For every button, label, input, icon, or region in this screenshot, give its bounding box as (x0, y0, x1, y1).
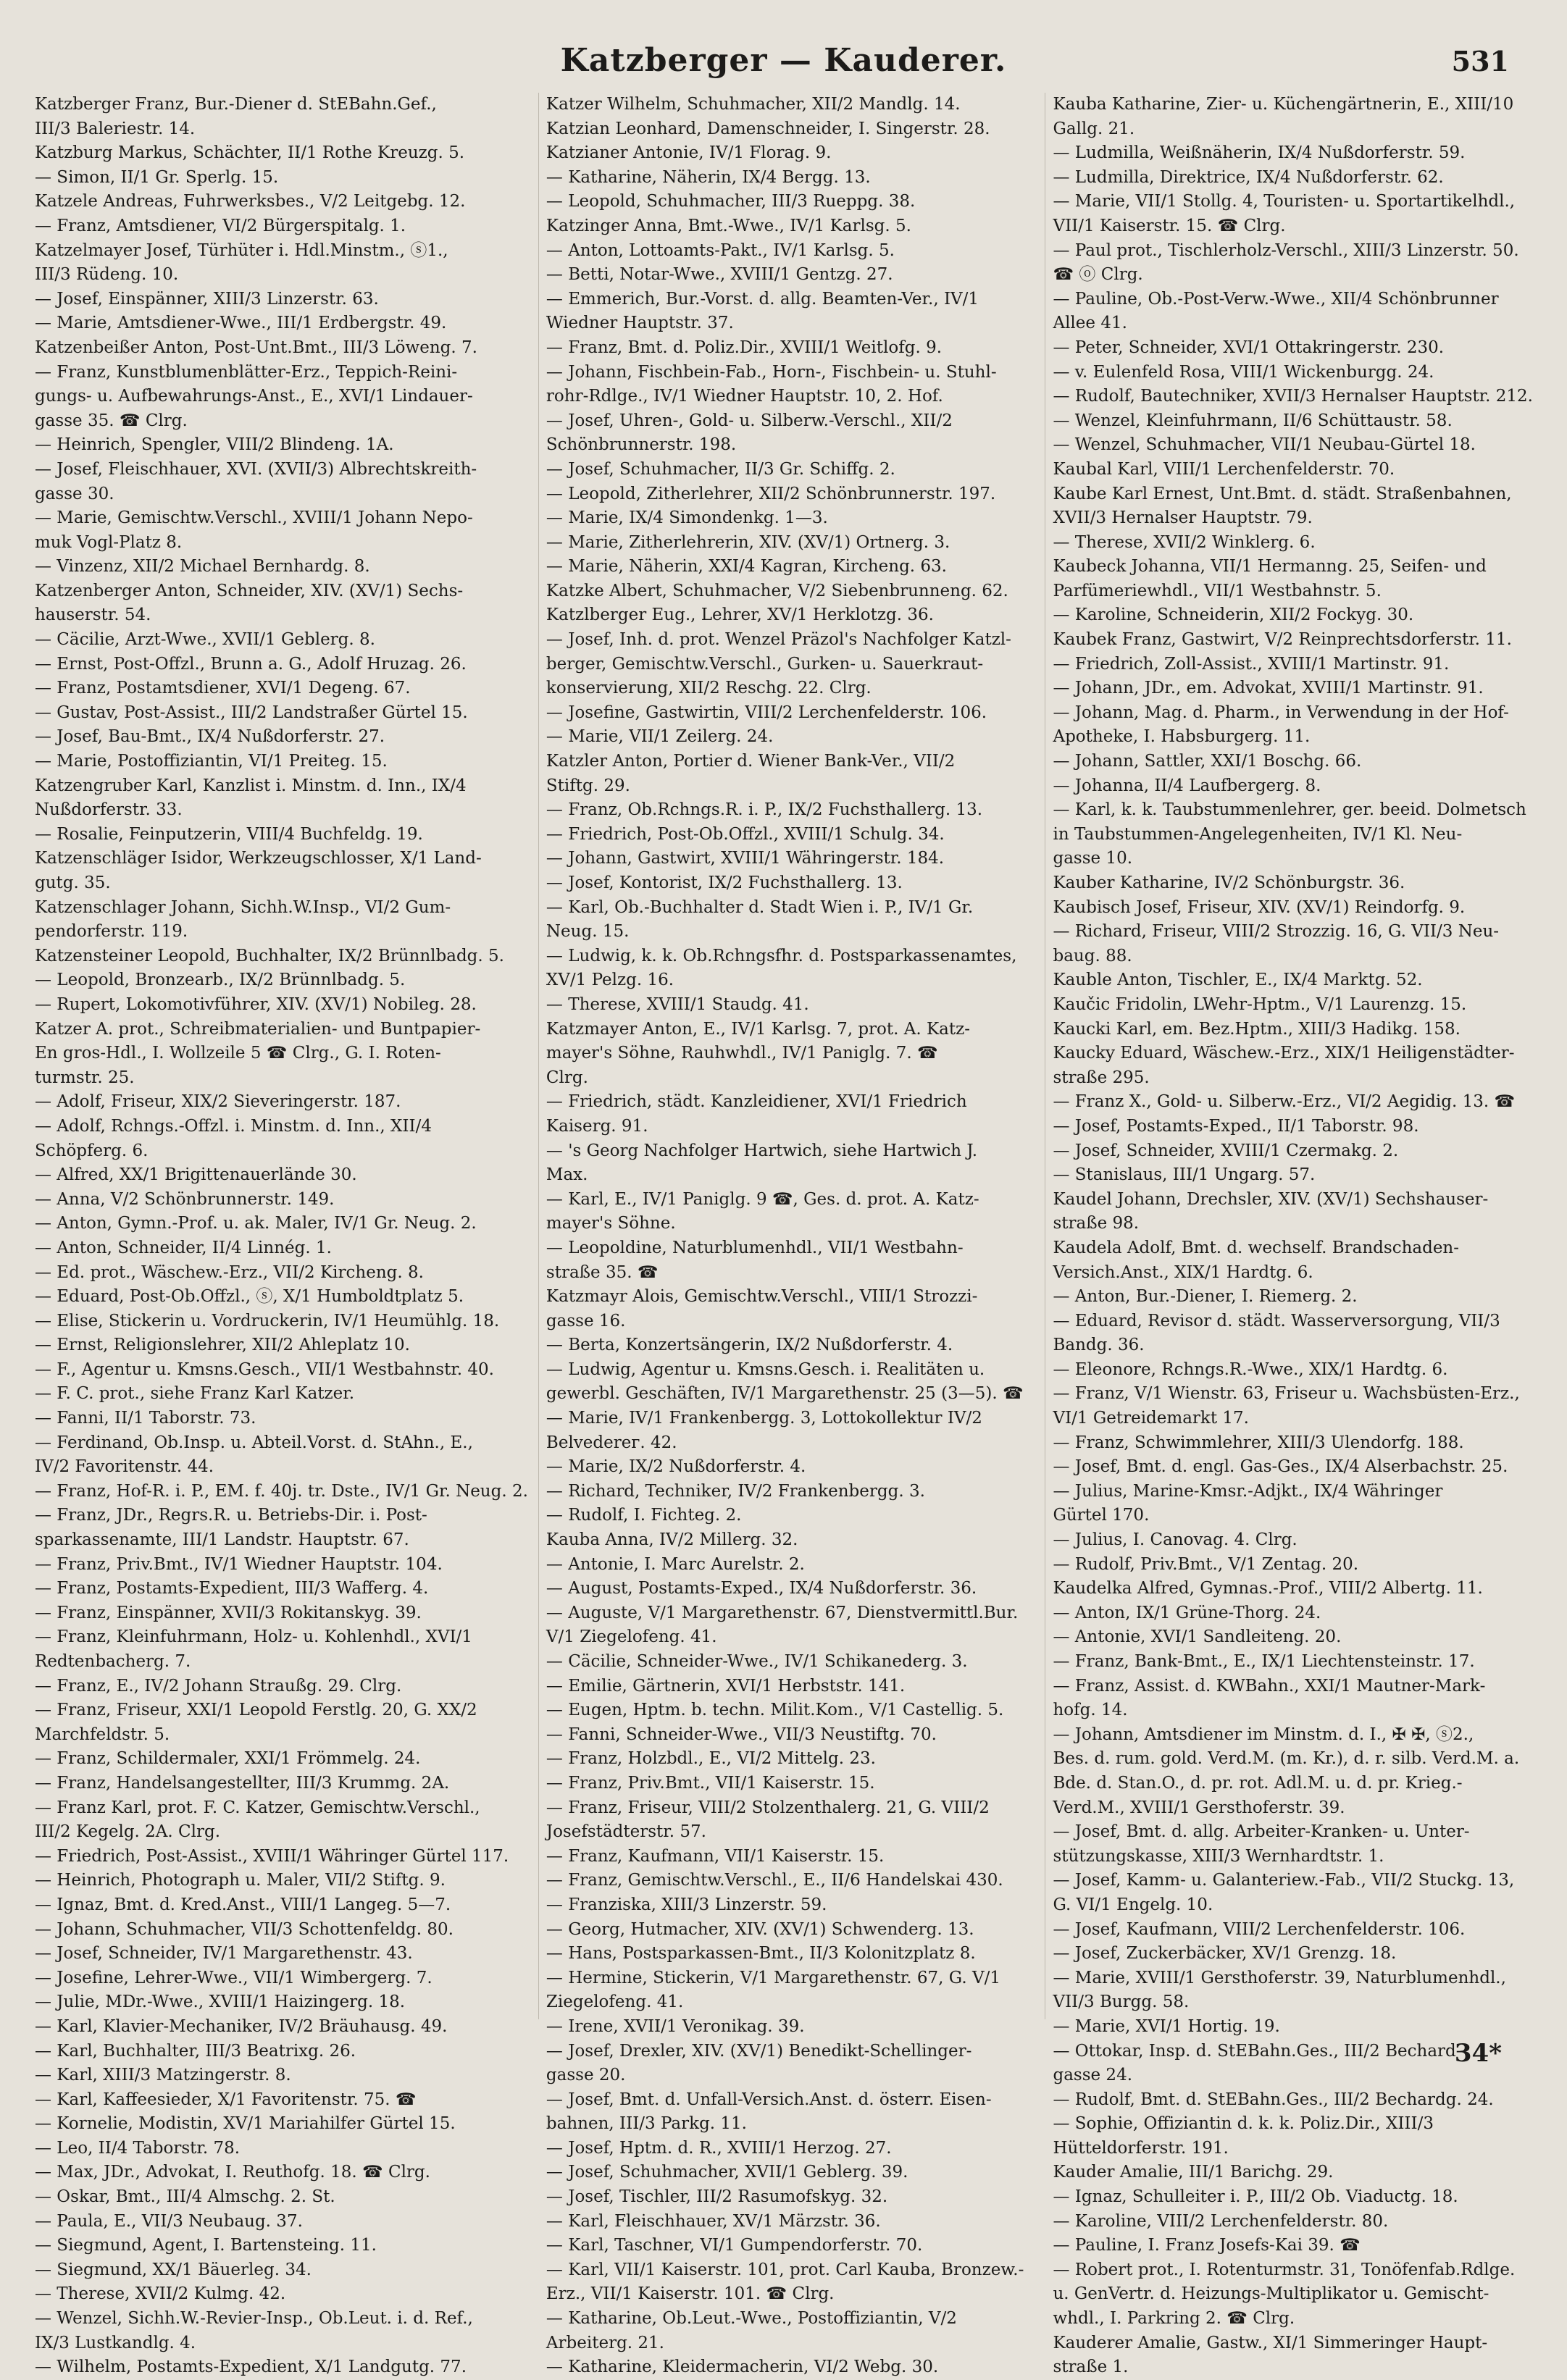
directory-line: — Leo, II/4 Taborstr. 78. (35, 2138, 241, 2158)
directory-line: — Franz, Schwimmlehrer, XIII/3 Ulendorfg. 188. (1053, 1433, 1464, 1452)
directory-line: — Ludmilla, Weißnäherin, IX/4 Nußdorferstr. 59. (1053, 143, 1466, 163)
directory-line: — Leopold, Bronzearb., IX/2 Brünnlbadg. 5. (35, 971, 406, 990)
directory-line: — Katharine, Kleidermacherin, VI/2 Webg. 30. (546, 2358, 939, 2377)
directory-line: — Ludwig, Agentur u. Kmsns.Gesch. i. Realitäten u. (546, 1359, 985, 1379)
directory-line: — Josef, Kamm- u. Galanteriew.-Fab., VII/2 Stuckg. 13, (1053, 1871, 1515, 1890)
directory-line: gewerbl. Geschäften, IV/1 Margarethenstr. 25 (3—5). ☎ (546, 1384, 1024, 1404)
directory-line: — Betti, Notar-Wwe., XVIII/1 Gentzg. 27. (546, 265, 893, 285)
directory-line: — Josef, Fleischhauer, XVI. (XVII/3) Albrechtskreith- (35, 459, 477, 479)
directory-line: Katzianer Antonie, IV/1 Florag. 9. (546, 143, 832, 163)
directory-line: — Josef, Hptm. d. R., XVIII/1 Herzog. 27. (546, 2138, 892, 2158)
directory-line: Kaubeck Johanna, VII/1 Hermanng. 25, Seifen- und (1053, 557, 1487, 577)
directory-line: — Friedrich, Post-Assist., XVIII/1 Währinger Gürtel 117. (35, 1846, 509, 1866)
directory-line: — 's Georg Nachfolger Hartwich, siehe Hartwich J. (546, 1141, 978, 1160)
directory-line: — Julie, MDr.-Wwe., XVIII/1 Haizingerg. 18. (35, 1993, 406, 2012)
column-left (35, 93, 528, 2377)
directory-line: — Johann, Schuhmacher, VII/3 Schottenfeldg. 80. (35, 1919, 454, 1939)
directory-line: — Ernst, Religionslehrer, XII/2 Ahleplatz 10. (35, 1336, 410, 1355)
directory-line: IV/2 Favoritenstr. 44. (35, 1457, 214, 1477)
directory-line: VII/1 Kaiserstr. 15. ☎ Clrg. (1053, 216, 1286, 235)
directory-line: gasse 16. (546, 1311, 626, 1331)
directory-line: — Stanislaus, III/1 Ungarg. 57. (1053, 1165, 1316, 1185)
directory-line: — Friedrich, städt. Kanzleidiener, XVI/1 Friedrich (546, 1092, 967, 1112)
directory-line: Versich.Anst., XIX/1 Hardtg. 6. (1053, 1262, 1313, 1282)
directory-line: Kauderer Amalie, Gastw., XI/1 Simmeringer Haupt- (1053, 2333, 1488, 2352)
directory-line: — Eduard, Revisor d. städt. Wasserversorgung, VII/3 (1053, 1311, 1500, 1331)
directory-line: — Franz, Priv.Bmt., VII/1 Kaiserstr. 15. (546, 1773, 875, 1793)
directory-line: — Franz, Hof-R. i. P., EM. f. 40j. tr. Dste., IV/1 Gr. Neug. 2. (35, 1481, 528, 1501)
directory-line: — Wenzel, Schuhmacher, VII/1 Neubau-Gürtel 18. (1053, 435, 1476, 455)
directory-line: Kaudela Adolf, Bmt. d. wechself. Brandschaden- (1053, 1238, 1460, 1257)
directory-line: — Ludmilla, Direktrice, IX/4 Nußdorferstr. 62. (1053, 167, 1444, 187)
directory-line: — Wenzel, Sichh.W.-Revier-Insp., Ob.Leut. i. d. Ref., (35, 2309, 473, 2329)
directory-line: — Karl, E., IV/1 Paniglg. 9 ☎, Ges. d. prot. A. Katz- (546, 1189, 979, 1209)
directory-line: — Josef, Uhren-, Gold- u. Silberw.-Verschl., XII/2 (546, 411, 953, 430)
directory-line: Kauba Katharine, Zier- u. Küchengärtnerin, E., XIII/10 (1053, 95, 1514, 114)
directory-line: — Marie, IX/4 Simondenkg. 1—3. (546, 508, 828, 528)
directory-line: — August, Postamts-Exped., IX/4 Nußdorferstr. 36. (546, 1579, 977, 1598)
directory-line: — Josef, Postamts-Exped., II/1 Taborstr. 98. (1053, 1116, 1419, 1136)
directory-line: — Rupert, Lokomotivführer, XIV. (XV/1) Nobileg. 28. (35, 994, 477, 1014)
directory-line: Katzelmayer Josef, Türhüter i. Hdl.Minstm., ⓢ1., (35, 240, 448, 260)
directory-line: straße 35. ☎ (546, 1262, 659, 1282)
directory-line: gasse 30. (35, 484, 114, 503)
directory-line: rohr-Rdlge., IV/1 Wiedner Hauptstr. 10, 2. Hof. (546, 387, 943, 406)
directory-line: XV/1 Pelzg. 16. (546, 971, 674, 990)
directory-line: — Josefine, Gastwirtin, VIII/2 Lerchenfelderstr. 106. (546, 703, 987, 722)
directory-line: — Antonie, XVI/1 Sandleiteng. 20. (1053, 1627, 1342, 1647)
directory-line: Kaucki Karl, em. Bez.Hptm., XIII/3 Hadikg. 158. (1053, 1019, 1461, 1039)
column-middle (538, 93, 1035, 2377)
directory-line: gasse 35. ☎ Clrg. (35, 411, 188, 430)
directory-line: — Max, JDr., Advokat, I. Reuthofg. 18. ☎ Clrg. (35, 2163, 430, 2182)
directory-line: — Marie, XVIII/1 Gersthoferstr. 39, Naturblumenhdl., (1053, 1968, 1506, 1987)
directory-line: — Franz, Postamts-Expedient, III/3 Wafferg. 4. (35, 1579, 429, 1598)
directory-line: — Johann, Mag. d. Pharm., in Verwendung in der Hof- (1053, 703, 1509, 722)
directory-line: Katzburg Markus, Schächter, II/1 Rothe Kreuzg. 5. (35, 143, 465, 163)
directory-line: — Johann, Sattler, XXI/1 Boschg. 66. (1053, 752, 1362, 771)
directory-line: hofg. 14. (1053, 1701, 1128, 1720)
directory-line: Katzenberger Anton, Schneider, XIV. (XV/1) Sechs- (35, 581, 464, 600)
directory-line: Josefstädterstr. 57. (546, 1822, 706, 1842)
directory-line: Kaube Karl Ernest, Unt.Bmt. d. städt. Straßenbahnen, (1053, 484, 1512, 503)
directory-line: — Josef, Schuhmacher, XVII/1 Geblerg. 39. (546, 2163, 908, 2182)
directory-line: — Anna, V/2 Schönbrunnerstr. 149. (35, 1189, 335, 1209)
running-head: Katzberger — Kauderer. (560, 42, 1007, 79)
directory-line: — Rudolf, Priv.Bmt., V/1 Zentag. 20. (1053, 1554, 1359, 1574)
directory-line: Katzian Leonhard, Damenschneider, I. Singerstr. 28. (546, 119, 990, 138)
directory-line: Gallg. 21. (1053, 119, 1135, 138)
directory-line: — Ernst, Post-Offzl., Brunn a. G., Adolf Hruzag. 26. (35, 654, 467, 674)
directory-line: — Franz, Kleinfuhrmann, Holz- u. Kohlenhdl., XVI/1 (35, 1627, 472, 1647)
directory-line: V/1 Ziegelofeng. 41. (546, 1627, 717, 1647)
directory-line: Wiedner Hauptstr. 37. (546, 314, 734, 333)
directory-line: Clrg. (546, 1068, 588, 1087)
directory-line: sparkassenamte, III/1 Landstr. Hauptstr. 67. (35, 1530, 409, 1550)
directory-line: — Friedrich, Zoll-Assist., XVIII/1 Martinstr. 91. (1053, 654, 1450, 674)
directory-line: Max. (546, 1165, 588, 1185)
directory-line: IX/3 Lustkandlg. 4. (35, 2333, 196, 2352)
page-number: 531 (1451, 45, 1509, 77)
directory-line: — Karl, Klavier-Mechaniker, IV/2 Bräuhausg. 49. (35, 2016, 448, 2036)
directory-line: — Karl, Fleischhauer, XV/1 Märzstr. 36. (546, 2211, 881, 2231)
directory-line: — Marie, Postoffiziantin, VI/1 Preiteg. 15. (35, 752, 388, 771)
directory-line: — Franz X., Gold- u. Silberw.-Erz., VI/2 Aegidig. 13. ☎ (1053, 1092, 1516, 1112)
directory-line: Kaucky Eduard, Wäschew.-Erz., XIX/1 Heiligenstädter- (1053, 1044, 1515, 1063)
directory-line: — Franz, Handelsangestellter, III/3 Krummg. 2A. (35, 1773, 450, 1793)
directory-line: — Georg, Hutmacher, XIV. (XV/1) Schwenderg. 13. (546, 1919, 974, 1939)
directory-line: — Katharine, Näherin, IX/4 Bergg. 13. (546, 167, 871, 187)
directory-line: — Franz, Assist. d. KWBahn., XXI/1 Mautner-Mark- (1053, 1676, 1486, 1696)
directory-line: Verd.M., XVIII/1 Gersthoferstr. 39. (1053, 1798, 1345, 1817)
directory-line: — Josef, Bau-Bmt., IX/4 Nußdorferstr. 27. (35, 727, 385, 747)
directory-line: in Taubstummen-Angelegenheiten, IV/1 Kl. Neu- (1053, 824, 1463, 844)
directory-line: — Rosalie, Feinputzerin, VIII/4 Buchfeldg. 19. (35, 824, 423, 844)
directory-line: — Franz, Kunstblumenblätter-Erz., Teppich-Reini- (35, 362, 458, 382)
directory-line: Gürtel 170. (1053, 1506, 1150, 1525)
directory-line: — Fanni, II/1 Taborstr. 73. (35, 1409, 256, 1428)
directory-line: — Peter, Schneider, XVI/1 Ottakringerstr. 230. (1053, 338, 1445, 357)
directory-line: — Josef, Schuhmacher, II/3 Gr. Schiffg. 2. (546, 459, 895, 479)
directory-line: — Siegmund, XX/1 Bäuerleg. 34. (35, 2260, 312, 2279)
directory-line: Kauble Anton, Tischler, E., IX/4 Marktg. 52. (1053, 971, 1423, 990)
directory-line: — Karl, VII/1 Kaiserstr. 101, prot. Carl Kauba, Bronzew.- (546, 2260, 1024, 2279)
directory-line: stützungskasse, XIII/3 Wernhardtstr. 1. (1053, 1846, 1384, 1866)
directory-line: — Karoline, Schneiderin, XII/2 Fockyg. 30. (1053, 606, 1414, 625)
directory-line: Katzer A. prot., Schreibmaterialien- und Buntpapier- (35, 1019, 481, 1039)
directory-line: — Josef, Bmt. d. allg. Arbeiter-Kranken- u. Unter- (1053, 1822, 1470, 1842)
directory-line: — F. C. prot., siehe Franz Karl Katzer. (35, 1384, 355, 1404)
directory-line: VI/1 Getreidemarkt 17. (1053, 1409, 1249, 1428)
directory-line: Hütteldorferstr. 191. (1053, 2138, 1229, 2158)
directory-line: — Cäcilie, Arzt-Wwe., XVII/1 Geblerg. 8. (35, 630, 375, 650)
directory-line: III/3 Rüdeng. 10. (35, 265, 179, 285)
directory-line: — Rudolf, I. Fichteg. 2. (546, 1506, 742, 1525)
directory-line: berger, Gemischtw.Verschl., Gurken- u. Sauerkraut- (546, 654, 984, 674)
directory-line: u. GenVertr. d. Heizungs-Multiplikator u. Gemischt- (1053, 2284, 1489, 2304)
directory-line: — Vinzenz, XII/2 Michael Bernhardg. 8. (35, 557, 370, 577)
directory-line: Katzinger Anna, Bmt.-Wwe., IV/1 Karlsg. 5. (546, 216, 911, 235)
directory-line: — Wilhelm, Postamts-Expedient, X/1 Landgutg. 77. (35, 2358, 467, 2377)
directory-line: — Franz, Kaufmann, VII/1 Kaiserstr. 15. (546, 1846, 885, 1866)
directory-line: — Oskar, Bmt., III/4 Almschg. 2. St. (35, 2187, 335, 2207)
directory-line: — Pauline, Ob.-Post-Verw.-Wwe., XII/4 Schönbrunner (1053, 289, 1499, 309)
directory-line: — Alfred, XX/1 Brigittenauerlände 30. (35, 1165, 357, 1185)
directory-line: straße 295. (1053, 1068, 1150, 1087)
directory-line: — Anton, Bur.-Diener, I. Riemerg. 2. (1053, 1287, 1358, 1307)
directory-line: — Franz, Holzbdl., E., VI/2 Mittelg. 23. (546, 1749, 876, 1769)
directory-line: — Karl, k. k. Taubstummenlehrer, ger. beeid. Dolmetsch (1053, 800, 1526, 820)
directory-line: — Franziska, XIII/3 Linzerstr. 59. (546, 1895, 827, 1914)
directory-line: Parfümeriewhdl., VII/1 Westbahnstr. 5. (1053, 581, 1382, 600)
directory-line: Neug. 15. (546, 922, 630, 942)
directory-line: — Josef, Einspänner, XIII/3 Linzerstr. 63. (35, 289, 379, 309)
directory-line: — Ignaz, Bmt. d. Kred.Anst., VIII/1 Langeg. 5—7. (35, 1895, 451, 1914)
directory-line: — Karl, Ob.-Buchhalter d. Stadt Wien i. P., IV/1 Gr. (546, 897, 974, 917)
directory-line: Bandg. 36. (1053, 1336, 1145, 1355)
directory-line: — Irene, XVII/1 Veronikag. 39. (546, 2016, 805, 2036)
directory-line: straße 98. (1053, 1214, 1140, 1233)
directory-line: Kauba Anna, IV/2 Millerg. 32. (546, 1530, 798, 1550)
directory-line: — Franz, Bank-Bmt., E., IX/1 Liechtensteinstr. 17. (1053, 1652, 1475, 1671)
directory-line: gungs- u. Aufbewahrungs-Anst., E., XVI/1 Lindauer- (35, 387, 473, 406)
directory-line: — Karoline, VIII/2 Lerchenfelderstr. 80. (1053, 2211, 1389, 2231)
directory-line: — Friedrich, Post-Ob.Offzl., XVIII/1 Schulg. 34. (546, 824, 945, 844)
directory-line: — Marie, VII/1 Zeilerg. 24. (546, 727, 774, 747)
directory-line: VII/3 Burgg. 58. (1053, 1993, 1190, 2012)
directory-line: — Eugen, Hptm. b. techn. Milit.Kom., V/1 Castellig. 5. (546, 1701, 1004, 1720)
directory-line: Erz., VII/1 Kaiserstr. 101. ☎ Clrg. (546, 2284, 835, 2304)
directory-line: Apotheke, I. Habsburgerg. 11. (1053, 727, 1311, 747)
directory-line: — Heinrich, Spengler, VIII/2 Blindeng. 1A. (35, 435, 394, 455)
directory-line: muk Vogl-Platz 8. (35, 532, 183, 552)
directory-line: — Marie, IV/1 Frankenbergg. 3, Lottokollektur IV/2 (546, 1409, 982, 1428)
directory-line: — Josef, Kontorist, IX/2 Fuchsthallerg. 13. (546, 873, 903, 892)
directory-line: ☎ ⓞ Clrg. (1053, 265, 1143, 285)
directory-line: — Leopoldine, Naturblumenhdl., VII/1 Westbahn- (546, 1238, 964, 1257)
directory-line: III/3 Baleriestr. 14. (35, 119, 196, 138)
directory-line: — Robert prot., I. Rotenturmstr. 31, Tonöfenfab.Rdlge. (1053, 2260, 1516, 2279)
directory-line: Nußdorferstr. 33. (35, 800, 183, 820)
directory-line: mayer's Söhne. (546, 1214, 676, 1233)
directory-line: — Marie, IX/2 Nußdorferstr. 4. (546, 1457, 806, 1477)
directory-line: — Paula, E., VII/3 Neubaug. 37. (35, 2211, 303, 2231)
directory-line: — Franz, JDr., Regrs.R. u. Betriebs-Dir. i. Post- (35, 1506, 427, 1525)
directory-line: Katzenschläger Isidor, Werkzeugschlosser, X/1 Land- (35, 849, 482, 868)
directory-line: — Josef, Kaufmann, VIII/2 Lerchenfelderstr. 106. (1053, 1919, 1466, 1939)
directory-line: — Pauline, I. Franz Josefs-Kai 39. ☎ (1053, 2236, 1361, 2255)
directory-line: Kauber Katharine, IV/2 Schönburgstr. 36. (1053, 873, 1405, 892)
directory-line: — Anton, Schneider, II/4 Linnég. 1. (35, 1238, 332, 1257)
directory-line: — Franz, Postamtsdiener, XVI/1 Degeng. 67. (35, 679, 411, 698)
directory-line: — Therese, XVII/2 Kulmg. 42. (35, 2284, 286, 2304)
directory-line: — Elise, Stickerin u. Vordruckerin, IV/1 Heumühlg. 18. (35, 1311, 500, 1331)
directory-line: — Karl, XIII/3 Matzingerstr. 8. (35, 2066, 291, 2085)
directory-line: — Anton, Lottoamts-Pakt., IV/1 Karlsg. 5. (546, 240, 895, 260)
directory-line: straße 1. (1053, 2358, 1129, 2377)
directory-line: — Marie, VII/1 Stollg. 4, Touristen- u. Sportartikelhdl., (1053, 192, 1516, 211)
directory-line: gasse 10. (1053, 849, 1133, 868)
directory-line: — Johann, Gastwirt, XVIII/1 Währingerstr. 184. (546, 849, 945, 868)
directory-line: Katzmayr Alois, Gemischtw.Verschl., VIII/1 Strozzi- (546, 1287, 978, 1307)
directory-line: — Franz, Friseur, VIII/2 Stolzenthalerg. 21, G. VIII/2 (546, 1798, 990, 1817)
directory-line: gasse 24. (1053, 2066, 1133, 2085)
directory-line: — Karl, Buchhalter, III/3 Beatrixg. 26. (35, 2041, 356, 2061)
directory-line: — Josef, Zuckerbäcker, XV/1 Grenzg. 18. (1053, 1944, 1397, 1964)
directory-line: Kauder Amalie, III/1 Barichg. 29. (1053, 2163, 1334, 2182)
directory-line: — Josef, Bmt. d. engl. Gas-Ges., IX/4 Alserbachstr. 25. (1053, 1457, 1508, 1477)
directory-line: — Marie, XVI/1 Hortig. 19. (1053, 2016, 1280, 2036)
directory-line: — Franz, Priv.Bmt., IV/1 Wiedner Hauptstr. 104. (35, 1554, 443, 1574)
directory-line: Katzberger Franz, Bur.-Diener d. StEBahn.Gef., (35, 95, 437, 114)
directory-line: — Heinrich, Photograph u. Maler, VII/2 Stiftg. 9. (35, 1871, 446, 1890)
directory-line: — Johann, Amtsdiener im Minstm. d. I., ✠ ✠, ⓢ2., (1053, 1725, 1474, 1744)
directory-line: Katzele Andreas, Fuhrwerksbes., V/2 Leitgebg. 12. (35, 192, 466, 211)
directory-line: Kaubal Karl, VIII/1 Lerchenfelderstr. 70. (1053, 459, 1395, 479)
directory-line: Schönbrunnerstr. 198. (546, 435, 737, 455)
directory-line: Redtenbacherg. 7. (35, 1652, 191, 1671)
directory-line: — Marie, Amtsdiener-Wwe., III/1 Erdbergstr. 49. (35, 314, 447, 333)
directory-line: Stiftg. 29. (546, 776, 630, 795)
directory-line: — Katharine, Ob.Leut.-Wwe., Postoffiziantin, V/2 (546, 2309, 957, 2329)
directory-line: Kaubisch Josef, Friseur, XIV. (XV/1) Reindorfg. 9. (1053, 897, 1466, 917)
directory-line: — Emilie, Gärtnerin, XVI/1 Herbststr. 141. (546, 1676, 906, 1696)
directory-line: — Paul prot., Tischlerholz-Verschl., XIII/3 Linzerstr. 50. (1053, 240, 1519, 260)
directory-line: En gros-Hdl., I. Wollzeile 5 ☎ Clrg., G. I. Roten- (35, 1044, 441, 1063)
directory-line: — Gustav, Post-Assist., III/2 Landstraßer Gürtel 15. (35, 703, 468, 722)
directory-line: — Franz, Amtsdiener, VI/2 Bürgerspitalg. 1. (35, 216, 406, 235)
directory-line: — Franz, Friseur, XXI/1 Leopold Ferstlg. 20, G. XX/2 (35, 1701, 477, 1720)
directory-line: — Karl, Kaffeesieder, X/1 Favoritenstr. 75. ☎ (35, 2090, 417, 2109)
directory-line: Katzlberger Eug., Lehrer, XV/1 Herklotzg. 36. (546, 606, 934, 625)
directory-line: — Anton, Gymn.-Prof. u. ak. Maler, IV/1 Gr. Neug. 2. (35, 1214, 477, 1233)
directory-line: — Simon, II/1 Gr. Sperlg. 15. (35, 167, 279, 187)
directory-line: bahnen, III/3 Parkg. 11. (546, 2114, 747, 2134)
directory-line: Bde. d. Stan.O., d. pr. rot. Adl.M. u. d. pr. Krieg.- (1053, 1773, 1463, 1793)
page-header (43, 29, 1524, 94)
directory-line: — Ferdinand, Ob.Insp. u. Abteil.Vorst. d. StAhn., E., (35, 1433, 473, 1452)
directory-line: — Therese, XVII/2 Winklerg. 6. (1053, 532, 1316, 552)
directory-line: hauserstr. 54. (35, 606, 151, 625)
directory-line: whdl., I. Parkring 2. ☎ Clrg. (1053, 2309, 1295, 2329)
directory-line: — Hans, Postsparkassen-Bmt., II/3 Kolonitzplatz 8. (546, 1944, 976, 1964)
directory-line: Kaudelka Alfred, Gymnas.-Prof., VIII/2 Albertg. 11. (1053, 1579, 1483, 1598)
directory-line: Katzmayer Anton, E., IV/1 Karlsg. 7, prot. A. Katz- (546, 1019, 971, 1039)
directory-line: — Franz, Ob.Rchngs.R. i. P., IX/2 Fuchsthallerg. 13. (546, 800, 983, 820)
directory-line: Katzensteiner Leopold, Buchhalter, IX/2 Brünnlbadg. 5. (35, 946, 504, 965)
directory-line: — Josef, Bmt. d. Unfall-Versich.Anst. d. österr. Eisen- (546, 2090, 992, 2109)
directory-line: Marchfeldstr. 5. (35, 1725, 170, 1744)
directory-line: Kaiserg. 91. (546, 1116, 648, 1136)
directory-line: — Ludwig, k. k. Ob.Rchngsfhr. d. Postsparkassenamtes, (546, 946, 1017, 965)
directory-line: — Marie, Gemischtw.Verschl., XVIII/1 Johann Nepo- (35, 508, 473, 528)
directory-line: — Franz, Einspänner, XVII/3 Rokitanskyg. 39. (35, 1603, 422, 1622)
directory-line: — Josefine, Lehrer-Wwe., VII/1 Wimbergerg. 7. (35, 1968, 433, 1987)
directory-line: — Rudolf, Bautechniker, XVII/3 Hernalser Hauptstr. 212. (1053, 387, 1533, 406)
directory-line: Katzer Wilhelm, Schuhmacher, XII/2 Mandlg. 14. (546, 95, 961, 114)
directory-line: — Josef, Schneider, IV/1 Margarethenstr. 43. (35, 1944, 413, 1964)
directory-line: — Julius, Marine-Kmsr.-Adjkt., IX/4 Währinger (1053, 1481, 1443, 1501)
directory-line: — Franz Karl, prot. F. C. Katzer, Gemischtw.Verschl., (35, 1798, 480, 1817)
directory-line: — Sophie, Offiziantin d. k. k. Poliz.Dir., XIII/3 (1053, 2114, 1434, 2134)
directory-line: Bes. d. rum. gold. Verd.M. (m. Kr.), d. r. silb. Verd.M. a. (1053, 1749, 1520, 1769)
directory-line: gasse 20. (546, 2066, 626, 2085)
directory-line: Katzenschlager Johann, Sichh.W.Insp., VI/2 Gum- (35, 897, 451, 917)
directory-line: — Wenzel, Kleinfuhrmann, II/6 Schüttaustr. 58. (1053, 411, 1453, 430)
directory-line: Allee 41. (1053, 314, 1127, 333)
directory-line: — Kornelie, Modistin, XV/1 Mariahilfer Gürtel 15. (35, 2114, 456, 2134)
directory-line: — Adolf, Friseur, XIX/2 Sieveringerstr. 187. (35, 1092, 401, 1112)
directory-line: — Ed. prot., Wäschew.-Erz., VII/2 Kircheng. 8. (35, 1262, 424, 1282)
directory-line: — Eduard, Post-Ob.Offzl., ⓢ, X/1 Humboldtplatz 5. (35, 1287, 464, 1307)
directory-line: — Marie, Zitherlehrerin, XIV. (XV/1) Ortnerg. 3. (546, 532, 950, 552)
directory-line: — v. Eulenfeld Rosa, VIII/1 Wickenburgg. 24. (1053, 362, 1434, 382)
directory-line: — Josef, Tischler, III/2 Rasumofskyg. 32. (546, 2187, 888, 2207)
directory-line: — Richard, Techniker, IV/2 Frankenbergg. 3. (546, 1481, 925, 1501)
directory-columns (35, 93, 1542, 2377)
directory-line: Kaudel Johann, Drechsler, XIV. (XV/1) Sechshauser- (1053, 1189, 1489, 1209)
directory-line: — Anton, IX/1 Grüne-Thorg. 24. (1053, 1603, 1321, 1622)
directory-line: — Karl, Taschner, VI/1 Gumpendorferstr. 70. (546, 2236, 923, 2255)
directory-line: Katzke Albert, Schuhmacher, V/2 Siebenbrunneng. 62. (546, 581, 1008, 600)
directory-line: — Adolf, Rchngs.-Offzl. i. Minstm. d. Inn., XII/4 (35, 1116, 432, 1136)
directory-line: pendorferstr. 119. (35, 922, 188, 942)
directory-line: — Eleonore, Rchngs.R.-Wwe., XIX/1 Hardtg. 6. (1053, 1359, 1448, 1379)
directory-line: — Josef, Drexler, XIV. (XV/1) Benedikt-Schellinger- (546, 2041, 972, 2061)
directory-line: — Leopold, Schuhmacher, III/3 Rueppg. 38. (546, 192, 916, 211)
directory-line: XVII/3 Hernalser Hauptstr. 79. (1053, 508, 1313, 528)
directory-line: — Franz, V/1 Wienstr. 63, Friseur u. Wachsbüsten-Erz., (1053, 1384, 1520, 1404)
directory-line: — Leopold, Zitherlehrer, XII/2 Schönbrunnerstr. 197. (546, 484, 996, 503)
directory-line: — Richard, Friseur, VIII/2 Strozzig. 16, G. VII/3 Neu- (1053, 922, 1500, 942)
directory-line: — Cäcilie, Schneider-Wwe., IV/1 Schikanederg. 3. (546, 1652, 968, 1671)
directory-line: — Julius, I. Canovag. 4. Clrg. (1053, 1530, 1298, 1550)
directory-line: baug. 88. (1053, 946, 1132, 965)
directory-line: turmstr. 25. (35, 1068, 135, 1087)
directory-line: Belvederег. 42. (546, 1433, 677, 1452)
directory-line: Katzenbeißer Anton, Post-Unt.Bmt., III/3 Löweng. 7. (35, 338, 477, 357)
directory-line: — Johann, JDr., em. Advokat, XVIII/1 Martinstr. 91. (1053, 679, 1484, 698)
directory-line: G. VI/1 Engelg. 10. (1053, 1895, 1213, 1914)
directory-line: Katzler Anton, Portier d. Wiener Bank-Ver., VII/2 (546, 752, 956, 771)
directory-line: — Rudolf, Bmt. d. StEBahn.Ges., III/2 Bechardg. 24. (1053, 2090, 1494, 2109)
directory-line: — Hermine, Stickerin, V/1 Margarethenstr. 67, G. V/1 (546, 1968, 1000, 1987)
directory-line: — Auguste, V/1 Margarethenstr. 67, Dienstvermittl.Bur. (546, 1603, 1019, 1622)
directory-line: — Franz, Schildermaler, XXI/1 Frömmelg. 24. (35, 1749, 421, 1769)
directory-line: konservierung, XII/2 Reschg. 22. Clrg. (546, 679, 872, 698)
directory-line: — Franz, Bmt. d. Poliz.Dir., XVIII/1 Weitlofg. 9. (546, 338, 943, 357)
directory-line: Kaubek Franz, Gastwirt, V/2 Reinprechtsdorferstr. 11. (1053, 630, 1512, 650)
directory-line: — Ottokar, Insp. d. StEBahn.Ges., III/2 Bechard- (1053, 2041, 1462, 2061)
directory-line: — Therese, XVIII/1 Staudg. 41. (546, 994, 809, 1014)
directory-line: — Johanna, II/4 Laufbergerg. 8. (1053, 776, 1321, 795)
directory-line: — Josef, Inh. d. prot. Wenzel Präzol's Nachfolger Katzl- (546, 630, 1011, 650)
directory-line: — Josef, Schneider, XVIII/1 Czermakg. 2. (1053, 1141, 1399, 1160)
directory-line: gutg. 35. (35, 873, 111, 892)
directory-line: Kaučic Fridolin, LWehr-Hptm., V/1 Laurenzg. 15. (1053, 994, 1467, 1014)
directory-line: — F., Agentur u. Kmsns.Gesch., VII/1 Westbahnstr. 40. (35, 1359, 494, 1379)
directory-line: — Fanni, Schneider-Wwe., VII/3 Neustiftg. 70. (546, 1725, 937, 1744)
directory-line: — Emmerich, Bur.-Vorst. d. allg. Beamten-Ver., IV/1 (546, 289, 979, 309)
directory-line: Schöpferg. 6. (35, 1141, 149, 1160)
directory-line: — Franz, E., IV/2 Johann Straußg. 29. Clrg. (35, 1676, 402, 1696)
directory-line: — Franz, Gemischtw.Verschl., E., II/6 Handelskai 430. (546, 1871, 1003, 1890)
directory-line: III/2 Kegelg. 2A. Clrg. (35, 1822, 221, 1842)
directory-line: — Siegmund, Agent, I. Bartensteing. 11. (35, 2236, 377, 2255)
directory-line: — Ignaz, Schulleiter i. P., III/2 Ob. Viaductg. 18. (1053, 2187, 1458, 2207)
directory-line: — Marie, Näherin, XXI/4 Kagran, Kircheng. 63. (546, 557, 947, 577)
directory-line: — Antonie, I. Marc Aurelstr. 2. (546, 1554, 805, 1574)
directory-line: — Berta, Konzertsängerin, IX/2 Nußdorferstr. 4. (546, 1336, 953, 1355)
directory-line: Katzengruber Karl, Kanzlist i. Minstm. d. Inn., IX/4 (35, 776, 467, 795)
directory-line: Ziegelofeng. 41. (546, 1993, 684, 2012)
directory-line: mayer's Söhne, Rauhwhdl., IV/1 Paniglg. 7. ☎ (546, 1044, 938, 1063)
directory-line: Arbeiterg. 21. (546, 2333, 664, 2352)
signature-mark: 34* (1454, 2039, 1502, 2068)
directory-line: — Johann, Fischbein-Fab., Horn-, Fischbein- u. Stuhl- (546, 362, 997, 382)
